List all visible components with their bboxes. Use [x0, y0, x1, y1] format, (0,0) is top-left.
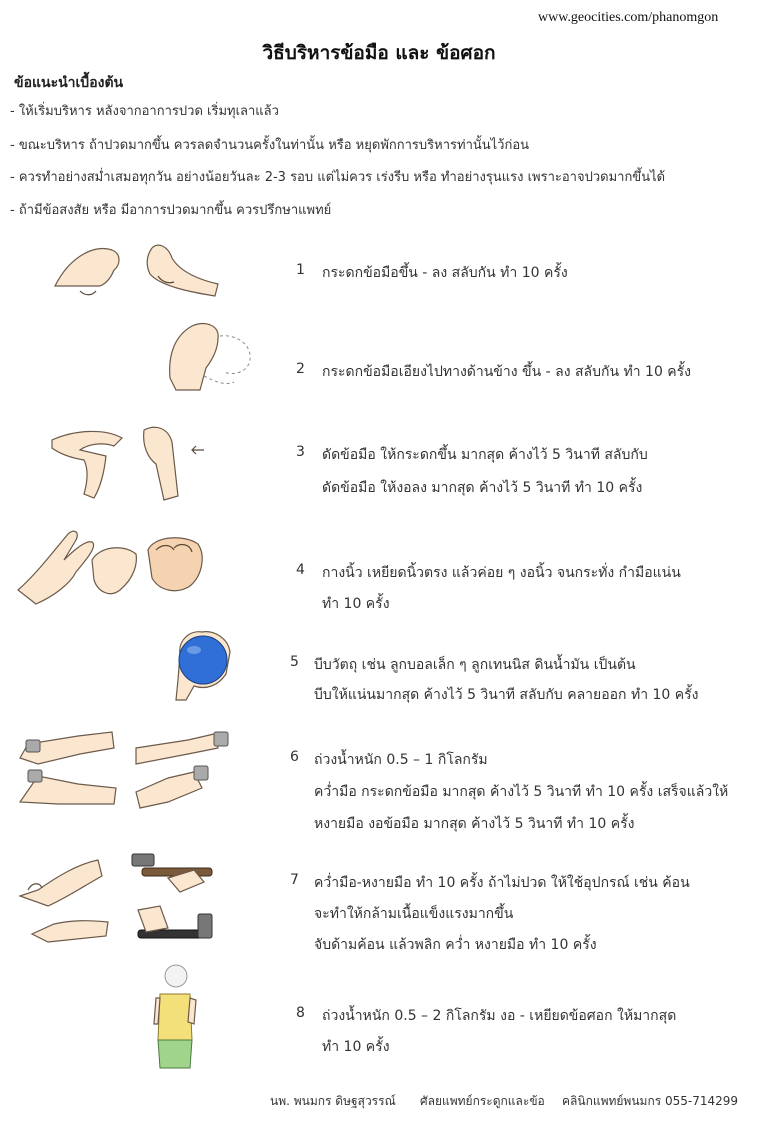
exercise-line: จะทำให้กล้ามเนื้อแข็งแรงมากขึ้น: [314, 906, 514, 922]
ball: [179, 636, 227, 684]
exercise-line: ถ่วงน้ำหนัก 0.5 – 2 กิโลกรัม งอ - เหยียดข้อศอก ให้มากสุด: [322, 1008, 677, 1024]
exercise-number: 8: [296, 1005, 305, 1021]
exercise-line: ถ่วงน้ำหนัก 0.5 – 1 กิโลกรัม: [314, 752, 488, 768]
footer-clinic: คลินิกแพทย์พนมกร 055-714299: [562, 1094, 739, 1108]
exercise-6-illustration: [18, 718, 230, 810]
exercise-number: 1: [296, 262, 305, 278]
exercise-line: ทำ 10 ครั้ง: [322, 1039, 390, 1055]
exercise-line: ดัดข้อมือ ให้งอลง มากสุด ค้างไว้ 5 วินาที ทำ 10 ครั้ง: [322, 480, 643, 496]
exercise-line: กระดกข้อมือเอียงไปทางด้านข้าง ขึ้น - ลง สลับกัน ทำ 10 ครั้ง: [322, 364, 692, 380]
site-url: www.geocities.com/phanomgon: [538, 10, 719, 25]
exercise-number: 2: [296, 361, 305, 377]
exercise-line: กระดกข้อมือขึ้น - ลง สลับกัน ทำ 10 ครั้ง: [322, 265, 568, 281]
exercise-line: หงายมือ งอข้อมือ มากสุด ค้างไว้ 5 วินาที ทำ 10 ครั้ง: [314, 816, 635, 832]
exercise-2-illustration: [164, 316, 264, 394]
exercise-number: 4: [296, 562, 305, 578]
exercise-8-illustration: [150, 964, 200, 1076]
footer-author: นพ. พนมกร ดิษฐสุวรรณ์: [270, 1094, 396, 1108]
exercise-line: คว่ำมือ กระดกข้อมือ มากสุด ค้างไว้ 5 วินาที ทำ 10 ครั้ง เสร็จแล้วให้: [314, 784, 729, 800]
advice-item: - ถ้ามีข้อสงสัย หรือ มีอาการปวดมากขึ้น ควรปรึกษาแพทย์: [10, 203, 332, 218]
advice-item: - ให้เริ่มบริหาร หลังจากอาการปวด เริ่มทุเลาแล้ว: [10, 104, 279, 119]
exercise-line: จับด้ามค้อน แล้วพลิก คว่ำ หงายมือ ทำ 10 ครั้ง: [314, 937, 597, 953]
advice-item: - ขณะบริหาร ถ้าปวดมากขึ้น ควรลดจำนวนครั้งในท่านั้น หรือ หยุดพักการบริหารท่านั้นไว้ก่อน: [10, 138, 530, 153]
exercise-line: ดัดข้อมือ ให้กระดกขึ้น มากสุด ค้างไว้ 5 วินาที สลับกับ: [322, 447, 648, 463]
exercise-line: ทำ 10 ครั้ง: [322, 596, 390, 612]
exercise-7-illustration: [18, 840, 230, 952]
exercise-line: คว่ำมือ-หงายมือ ทำ 10 ครั้ง ถ้าไม่ปวด ให้ใช้อุปกรณ์ เช่น ค้อน: [314, 875, 690, 891]
exercise-4-illustration: [14, 520, 214, 604]
exercise-1-illustration: [50, 236, 230, 306]
exercise-number: 3: [296, 444, 305, 460]
exercise-3-illustration: [44, 414, 214, 504]
exercise-line: กางนิ้ว เหยียดนิ้วตรง แล้วค่อย ๆ งอนิ้ว จนกระทั่ง กำมือแน่น: [322, 565, 681, 581]
page-title: วิธีบริหารข้อมือ และ ข้อศอก: [262, 42, 496, 64]
exercise-number: 5: [290, 654, 299, 670]
exercise-5-illustration: [166, 624, 246, 700]
footer-specialty: ศัลยแพทย์กระดูกและข้อ: [420, 1094, 545, 1108]
advice-item: - ควรทำอย่างสม่ำเสมอทุกวัน อย่างน้อยวันละ 2-3 รอบ แต่ไม่ควร เร่งรีบ หรือ ทำอย่างรุนแรง เพราะอาจปวดมากขึ้นได้: [10, 170, 666, 185]
exercise-number: 7: [290, 872, 299, 888]
exercise-line: บีบให้แน่นมากสุด ค้างไว้ 5 วินาที สลับกับ คลายออก ทำ 10 ครั้ง: [314, 687, 699, 703]
exercise-number: 6: [290, 749, 299, 765]
exercise-line: บีบวัตถุ เช่น ลูกบอลเล็ก ๆ ลูกเทนนิส ดินน้ำมัน เป็นต้น: [314, 657, 636, 673]
advice-heading: ข้อแนะนำเบื้องต้น: [14, 75, 124, 91]
